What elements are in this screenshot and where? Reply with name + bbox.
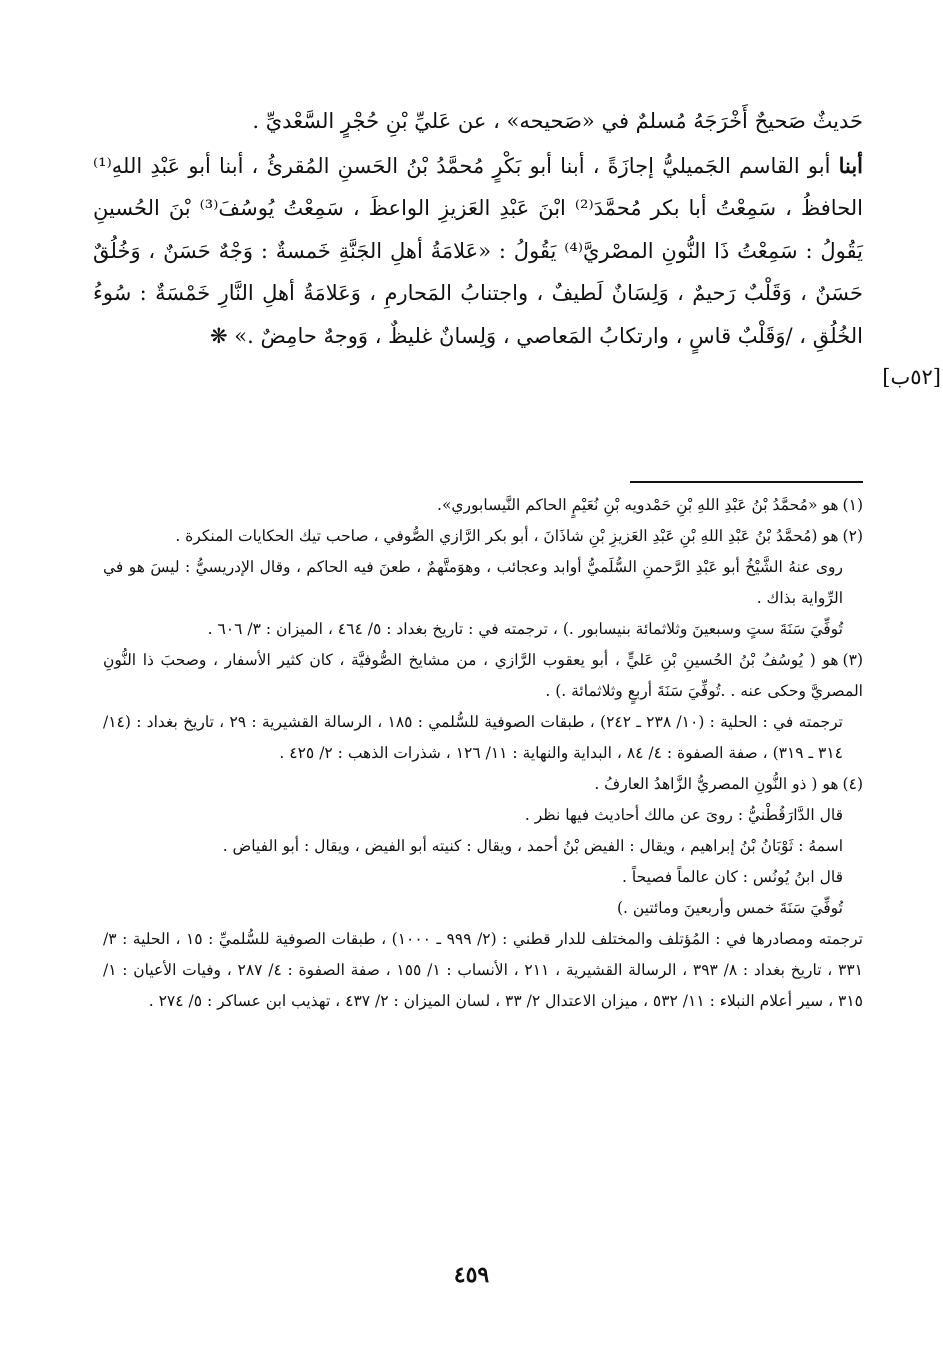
footnote-number: (٤)	[842, 775, 863, 793]
isnad-lead-word: أبنا	[838, 152, 863, 178]
manuscript-folio-marker: [٥٢ب]	[882, 365, 941, 389]
footnote-text: هو ( يُوسُفُ بْنُ الحُسينِ بْنِ عَليٍّ ، أبو يعقوب الرَّازي ، من مشايخ الصُّوفيَّة ، كان كثير الأسفار ، وصحبَ ذا النُّونِ المصريَّ وحكى عنه . .تُوفِّيَ سَنَةَ أربعٍ وثلاثمائة .) .	[103, 651, 863, 700]
footnote-2-continuation: تُوفِّيَ سَنَةَ ستٍ وسبعينَ وثلاثمائة بنيسابور .) ، ترجمته في : تاريخ بغداد : ٥/ ٤٦٤ ، الميزان : ٣/ ٦٠٦ .	[207, 620, 843, 638]
footnote-4	[103, 769, 863, 800]
footnote-text: هو (مُحمَّدُ بْنُ عَبْدِ اللهِ بْنِ عَبْدِ العَزيزِ بْنِ شاذَانَ ، أبو بكر الرَّازي الصُّوفي ، صاحب تيك الحكايات المنكرة .	[175, 527, 839, 545]
footnote-text: هو «مُحمَّدُ بْنُ عَبْدِ اللهِ بْنِ حَمْدويه بْنِ نُعَيْمٍ الحاكم النَّيسابوري».	[437, 496, 839, 514]
footnote-2-continuation: روى عنهُ الشَّيْخُ أبو عَبْدِ الرَّحمنِ السُّلَميُّ أوابد وعجائب ، وهوَمتَّهمٌ ، طعنَ فيه الحاكم ، وقال الإدريسيُّ : ليسَ هو في الرِّواية بذاك .	[103, 558, 843, 607]
hadith-grading-line: حَديثٌ صَحيحٌ أَخْرَجَهُ مُسلمٌ في «صَحيحه» ، عن عَليِّ بْنِ حُجْرٍ السَّعْديِّ .	[252, 109, 863, 133]
footnote-4-continuation: تُوفِّيَ سَنَةَ خمس وأربعينَ ومائتين .)	[616, 899, 843, 917]
main-text	[93, 100, 863, 357]
footnote-3-continuation: ترجمته في : الحلية : (١٠/ ٢٣٨ ـ ٢٤٢) ، طبقات الصوفية للسُّلمي : ١٨٥ ، الرسالة القشيرية : ٢٩ ، تاريخ بغداد : (١٤/ ٣١٤ ـ ٣١٩) ، صفة الصفوة : ٤/ ٨٤ ، البداية والنهاية : ١١/ ١٢٦ ، شذرات الذهب : ٢/ ٤٢٥ .	[103, 713, 843, 762]
footnote-number: (٢)	[842, 527, 863, 545]
footnotes	[103, 490, 863, 1017]
footnote-text: هو ( ذو النُّونِ المصريُّ الزَّاهدُ العارفُ .	[594, 775, 839, 793]
isnad-text: أبو القاسم الجَميليُّ إجازَةً ، أبنا أبو بَكْرٍ مُحمَّدُ بْنُ الحَسنِ المُقرئُ ، أبنا أبو عَبْدِ اللهِ⁽¹⁾ الحافظُ ، سَمِعْتُ أبا بكر مُحمَّدَ⁽²⁾ ابْنَ عَبْدِ العَزيزِ الواعظَ ، سَمِعْتُ يُوسُفَ⁽³⁾ بْنَ الحُسينِ يَقُولُ : سَمِعْتُ ذَا النُّونِ المصْريَّ⁽⁴⁾ يَقُولُ : «عَلامَةُ أهلِ الجَنَّةِ خَمسةٌ : وَجْهٌ حَسَنٌ ، وَخُلُقٌ حَسَنٌ ، وَقَلْبٌ رَحيمٌ ، وَلِسَانٌ لَطيفٌ ، واجتنابُ المَحارمِ ، وَعَلامَةُ أهلِ النَّارِ خَمْسَةٌ : سُوءُ الخُلُقِ ، /وَقَلْبٌ قاسٍ ، وارتكابُ المَعاصي ، وَلِسانٌ غليظٌ ، وَوجهٌ حامِضٌ .» ❋	[93, 153, 863, 348]
footnote-4-continuation: قال الدَّارَقُطْنيُّ : روىَ عن مالك أحاديث فيها نظر .	[524, 806, 843, 824]
footnote-number: (٣)	[842, 651, 863, 669]
footnote-2	[103, 521, 863, 552]
page-number: ٤٥٩	[453, 1262, 490, 1288]
footnote-3	[103, 645, 863, 707]
footnote-separator	[630, 481, 863, 483]
footnote-1	[103, 490, 863, 521]
footnote-4-continuation: اسمهُ : ثَوْبَانُ بْنُ إبراهيم ، ويقال : الفيض بْنُ أحمد ، ويقال : كنيته أبو الفيض ، ويقال : أبو الفياض .	[222, 837, 843, 855]
isnad-paragraph	[93, 145, 863, 358]
footnote-4-sources: ترجمته ومصادرها في : المُؤتلف والمختلف للدار قطني : (٢/ ٩٩٩ ـ ١٠٠٠) ، طبقات الصوفية للسُّلميِّ : ١٥ ، الحلية : ٣/ ٣٣١ ، تاريخ بغداد : ٨/ ٣٩٣ ، الرسالة القشيرية ، ٢١١ ، الأنساب : ١/ ١٥٥ ، صفة الصفوة : ٤/ ٢٨٧ ، وفيات الأعيان : ١/ ٣١٥ ، سير أعلام النبلاء : ١١/ ٥٣٢ ، ميزان الاعتدال ٢/ ٣٣ ، لسان الميزان : ٢/ ٤٣٧ ، تهذيب ابن عساكر : ٥/ ٢٧٤ .	[103, 930, 863, 1010]
footnote-4-continuation: قال ابنُ يُونُس : كان عالماً فصيحاً .	[622, 868, 843, 886]
footnote-number: (١)	[842, 496, 863, 514]
